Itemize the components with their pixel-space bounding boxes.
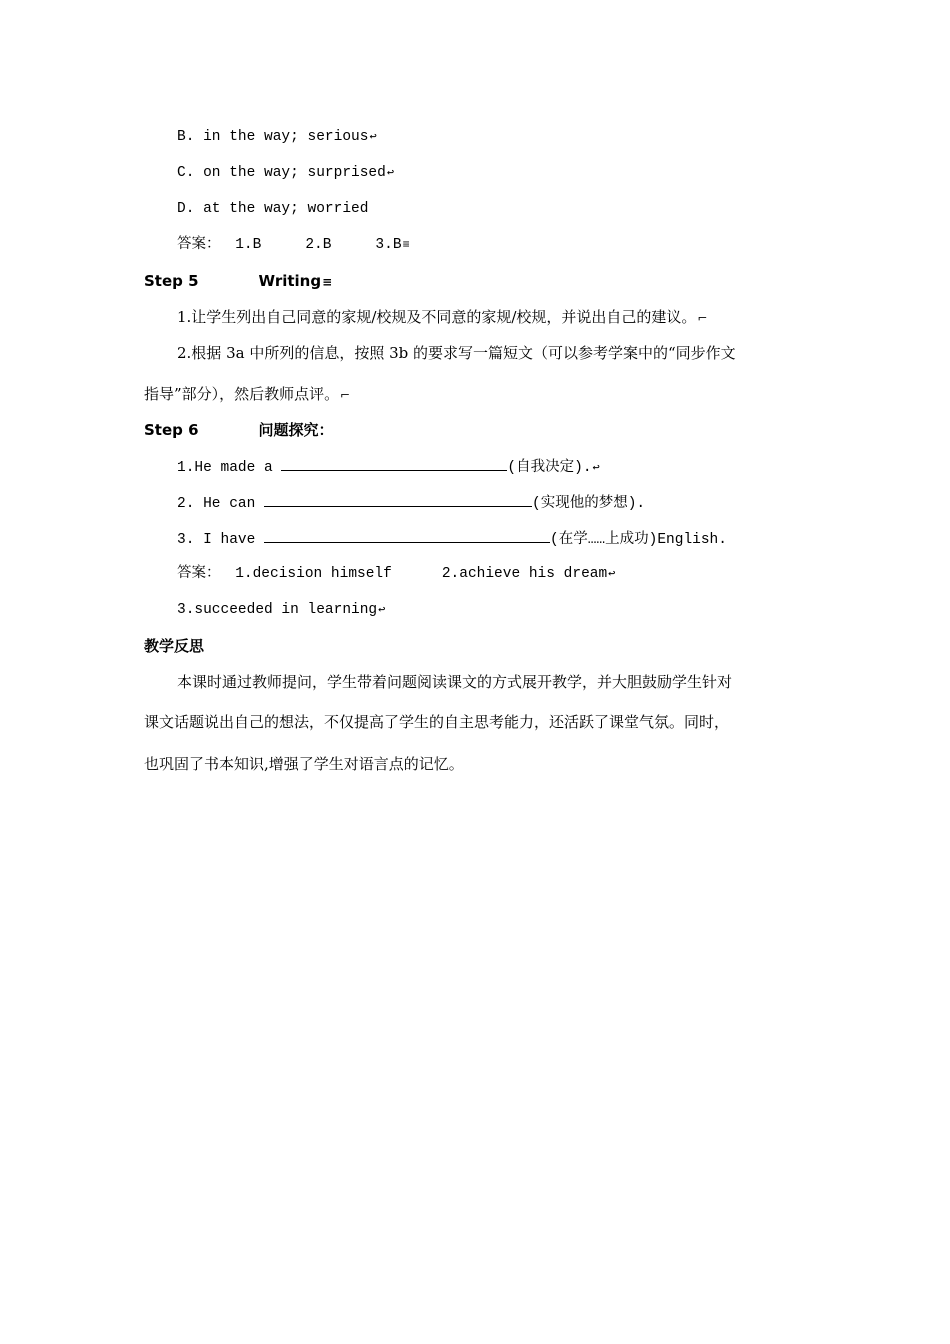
equals-mark-icon: ≡ [322, 275, 333, 289]
equals-mark-icon: ≡ [402, 238, 410, 252]
answer-blank[interactable] [264, 528, 550, 543]
step5-item-2-line2: 指导”部分），然后教师点评。⌐ [144, 385, 351, 403]
answer-line-1: 答案： 1.B 2.B 3.B≡ [177, 237, 410, 253]
option-c: C. on the way; surprised↩ [177, 165, 395, 181]
reflection-line-3: 也巩固了书本知识,增强了学生对语言点的记忆。 [144, 755, 464, 773]
return-mark-icon: ↩ [592, 461, 600, 475]
step6-heading: Step 6 问题探究： [144, 421, 334, 439]
answer-line-2: 答案： 1.decision himself 2.achieve his dream↩ [177, 566, 616, 582]
answer-blank[interactable] [264, 492, 532, 507]
question-2: 2. He can (实现他的梦想). [177, 492, 645, 514]
return-mark-icon: ↩ [369, 130, 377, 144]
step5-heading: Step 5 Writing≡ [144, 272, 333, 290]
answer-line-3: 3.succeeded in learning↩ [177, 602, 386, 618]
option-b: B. in the way; serious↩ [177, 129, 377, 145]
answer-blank[interactable] [281, 456, 507, 471]
return-mark-icon: ↩ [608, 567, 616, 581]
return-mark-icon: ↩ [378, 603, 386, 617]
option-d: D. at the way; worried [177, 201, 369, 217]
step5-item-2-line1: 2.根据 3a 中所列的信息，按照 3b 的要求写一篇短文（可以参考学案中的“同步作文 [177, 344, 736, 362]
corner-mark-icon: ⌐ [340, 388, 351, 402]
reflection-line-1: 本课时通过教师提问，学生带着问题阅读课文的方式展开教学，并大胆鼓励学生针对 [177, 673, 733, 691]
reflection-line-2: 课文话题说出自己的想法，不仅提高了学生的自主思考能力，还活跃了课堂气氛。同时， [144, 713, 730, 731]
step5-item-1: 1.让学生列出自己同意的家规/校规及不同意的家规/校规，并说出自己的建议。⌐ [177, 308, 708, 326]
question-1: 1.He made a (自我决定).↩ [177, 456, 600, 478]
corner-mark-icon: ⌐ [697, 311, 708, 325]
question-3: 3. I have (在学……上成功)English. [177, 528, 727, 550]
reflection-heading: 教学反思 [144, 637, 205, 655]
return-mark-icon: ↩ [386, 166, 395, 180]
